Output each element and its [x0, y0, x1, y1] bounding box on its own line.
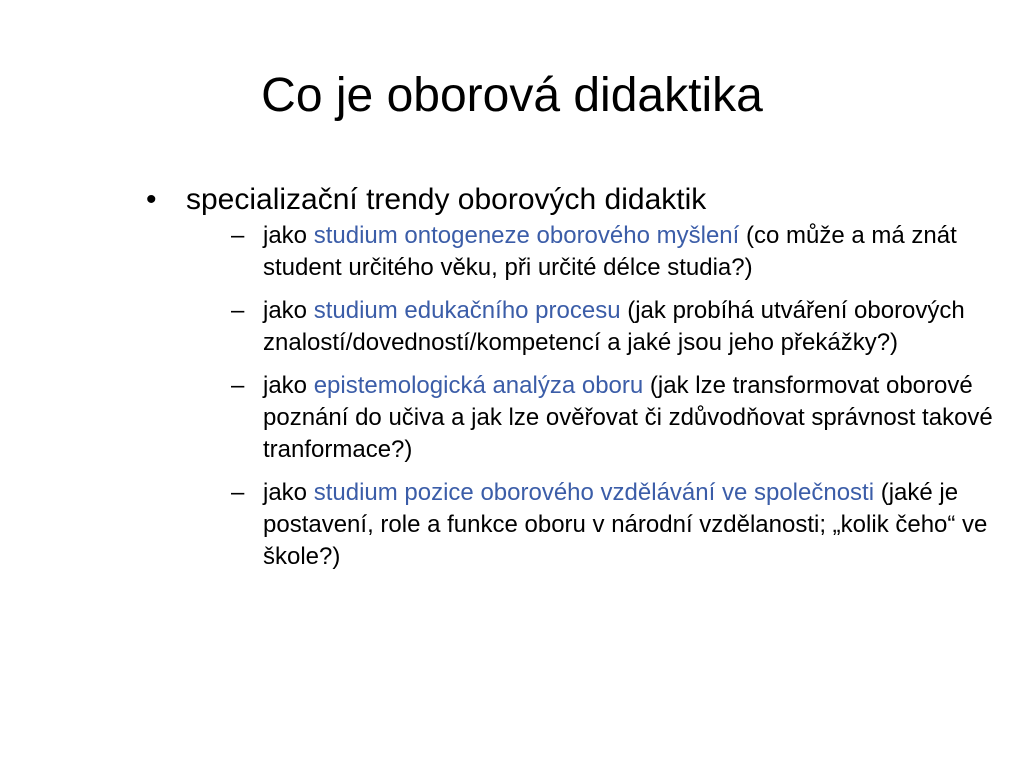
subpoint-lead: jako: [263, 297, 314, 324]
subpoint-lead: jako: [263, 479, 314, 506]
dash-icon: –: [231, 479, 245, 506]
subpoint-list: [231, 220, 1004, 573]
dash-icon: –: [231, 222, 245, 249]
slide-title: Co je oborová didaktika: [261, 69, 763, 122]
subpoint-lead: jako: [263, 222, 314, 249]
subpoint-highlight: studium pozice oborového vzdělávání ve společnosti: [313, 479, 875, 506]
subpoint-item: [231, 370, 1024, 466]
subpoint-highlight: epistemologická analýza oboru: [313, 372, 644, 399]
dash-icon: –: [231, 372, 245, 399]
subpoint-rest: (jak lze transformovat oborové poznání do učiva a jak lze ověřovat či zdůvodňovat správnost takové tranformace?): [263, 372, 993, 463]
subpoint-highlight: studium ontogeneze oborového myšlení: [313, 222, 740, 249]
subpoint-item: [231, 477, 1024, 573]
subpoint-highlight: studium edukačního procesu: [313, 297, 621, 324]
main-point-text: specializační trendy oborových didaktik: [186, 183, 707, 216]
subpoint-lead: jako: [263, 372, 314, 399]
subpoint-rest: (co může a má znát student určitého věku, při určité délce studia?): [263, 222, 957, 281]
dash-icon: –: [231, 297, 245, 324]
slide-content: [144, 180, 1004, 584]
subpoint-rest: (jak probíhá utváření oborových znalostí/dovedností/kompetencí a jaké jsou jeho překážky?): [263, 297, 965, 356]
subpoint-rest: (jaké je postavení, role a funkce oboru v národní vzdělanosti; „kolik čeho“ ve škole?): [263, 479, 988, 570]
main-bullet-point: [144, 180, 1004, 220]
bullet-icon: •: [146, 183, 157, 216]
subpoint-item: [231, 220, 1024, 284]
subpoint-item: [231, 295, 1024, 359]
